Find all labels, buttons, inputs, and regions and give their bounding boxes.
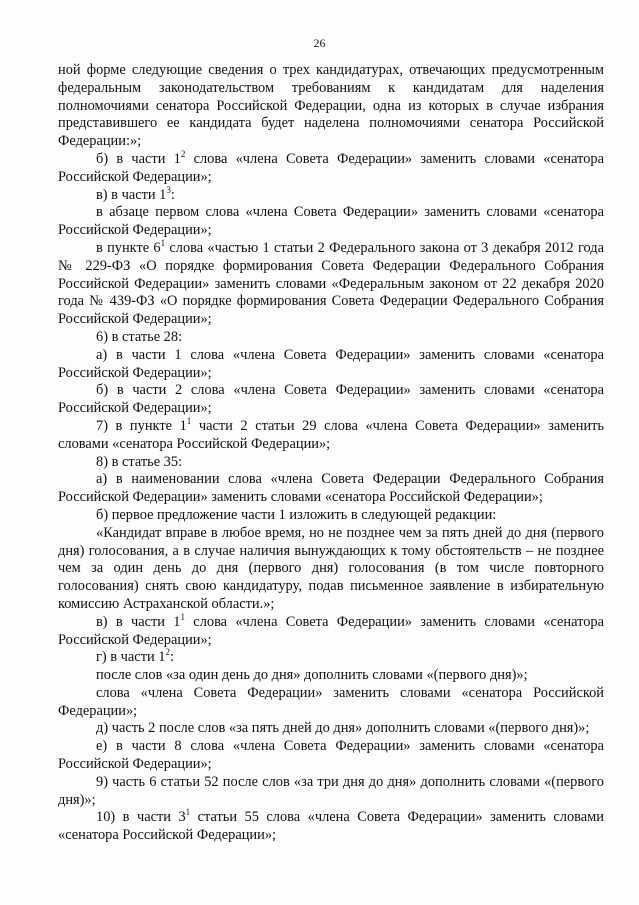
paragraph bbox=[58, 151, 604, 187]
paragraph-text: б) первое предложение части 1 изложить в следующей редакции: bbox=[96, 506, 497, 523]
paragraph bbox=[58, 454, 604, 472]
paragraph-text: 7) в пункте 1 bbox=[96, 417, 187, 434]
paragraph-text: г) в части 1 bbox=[96, 649, 166, 666]
paragraph-text: ной форме следующие сведения о трех кандидатурах, отвечающих предусмотренным федеральным законодательством требованиям к кандидатам для наделения полномочиями сенатора Российской Федерации, одна из которых в случае избрания представившего ее кандидата будет наделена полномочиями сенатора Российской Федерации:»; bbox=[58, 62, 604, 150]
paragraph bbox=[58, 525, 604, 614]
paragraph bbox=[58, 809, 604, 845]
paragraph-text: а) в части 1 слова «члена Совета Федерации» заменить словами «сенатора Российской Федерации»; bbox=[58, 346, 604, 381]
superscript-index: 1 bbox=[160, 238, 166, 249]
paragraph-text: 6) в статье 28: bbox=[96, 328, 183, 345]
superscript-index: 1 bbox=[185, 807, 191, 818]
paragraph-text: д) часть 2 после слов «за пять дней до дня» дополнить словами «(первого дня)»; bbox=[96, 720, 590, 737]
superscript-index: 3 bbox=[166, 184, 171, 195]
paragraph bbox=[58, 62, 604, 151]
superscript-index: 2 bbox=[180, 149, 186, 160]
superscript-index: 1 bbox=[180, 611, 185, 622]
page-number: 26 bbox=[313, 36, 326, 50]
paragraph-text: б) в части 1 bbox=[96, 150, 181, 167]
paragraph bbox=[58, 471, 604, 507]
paragraph-text: в) в части 1 bbox=[96, 186, 167, 203]
paragraph bbox=[58, 418, 604, 454]
paragraph-text: 8) в статье 35: bbox=[96, 453, 183, 470]
document-body bbox=[58, 62, 604, 845]
paragraph bbox=[58, 240, 604, 329]
paragraph bbox=[58, 204, 604, 240]
paragraph-text: 9) часть 6 статьи 52 после слов «за три дня до дня» дополнить словами «(первого дня)»; bbox=[58, 773, 604, 808]
paragraph bbox=[58, 329, 604, 347]
paragraph bbox=[58, 685, 604, 721]
paragraph bbox=[58, 184, 604, 205]
paragraph bbox=[58, 667, 604, 685]
superscript-index: 1 bbox=[186, 416, 192, 427]
paragraph-text: в) в части 1 bbox=[96, 613, 181, 630]
paragraph-text: части 2 статьи 29 слова «члена Совета Федерации» заменить словами «сенатора Российской Федерации»; bbox=[58, 417, 604, 452]
superscript-index: 2 bbox=[165, 647, 170, 658]
paragraph-text: а) в наименовании слова «члена Совета Федерации Федерального Собрания Российской Федерации» заменить словами «сенатора Российской Федерации»; bbox=[58, 471, 604, 506]
paragraph-text: : bbox=[170, 186, 175, 203]
paragraph bbox=[58, 720, 604, 738]
paragraph bbox=[58, 611, 604, 650]
paragraph-text: слова «частью 1 статьи 2 Федерального закона от 3 декабря 2012 года № 229-ФЗ «О порядке формирования Совета Федерации Федерального Собрания Российской Федерации» заменить словами «Федеральным законом от 22 декабря 2020 года № 439-ФЗ «О порядке формирования Совета Федерации Федерального Собрания Российской Федерации»; bbox=[58, 239, 604, 328]
paragraph-text: слова «члена Совета Федерации» заменить словами «сенатора Российской Федерации»; bbox=[58, 684, 604, 719]
paragraph bbox=[58, 382, 604, 418]
paragraph-text: слова «члена Совета Федерации» заменить словами «сенатора Российской Федерации»; bbox=[58, 150, 604, 185]
paragraph-text: е) в части 8 слова «члена Совета Федерации» заменить словами «сенатора Российской Федерации»; bbox=[58, 738, 604, 773]
paragraph-text: статьи 55 слова «члена Совета Федерации» заменить словами «сенатора Российской Федерации»; bbox=[58, 809, 604, 844]
paragraph-text: б) в части 2 слова «члена Совета Федерации» заменить словами «сенатора Российской Федерации»; bbox=[58, 382, 604, 417]
paragraph-text: «Кандидат вправе в любое время, но не позднее чем за пять дней до дня (первого дня) голосования, а в случае наличия вынуждающих к тому обстоятельств – не позднее чем за один день до дня (первого дня) голосования (в том числе повторного голосования) снять свою кандидатуру, подав письменное заявление в избирательную комиссию Астраханской области.»; bbox=[58, 524, 604, 612]
paragraph bbox=[58, 347, 604, 383]
paragraph-text: слова «члена Совета Федерации» заменить словами «сенатора Российской Федерации»; bbox=[58, 613, 604, 648]
paragraph-text: : bbox=[169, 649, 174, 666]
paragraph bbox=[58, 507, 604, 525]
paragraph-text: после слов «за один день до дня» дополнить словами «(первого дня)»; bbox=[96, 667, 528, 684]
paragraph-text: в абзаце первом слова «члена Совета Федерации» заменить словами «сенатора Российской Федерации»; bbox=[58, 204, 604, 239]
paragraph bbox=[58, 774, 604, 810]
paragraph-text: 10) в части 3 bbox=[96, 809, 186, 826]
paragraph bbox=[58, 649, 604, 667]
paragraph bbox=[58, 738, 604, 774]
paragraph-text: в пункте 6 bbox=[96, 239, 161, 256]
